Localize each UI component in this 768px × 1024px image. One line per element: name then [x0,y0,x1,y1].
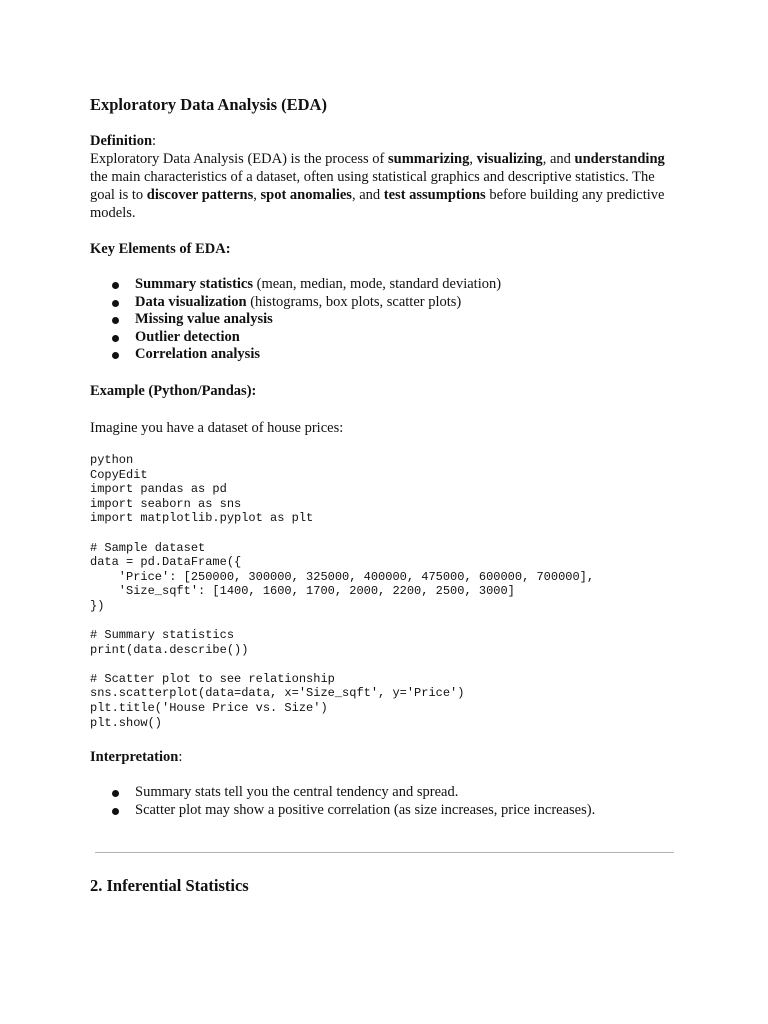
definition-text: , and [542,151,575,167]
definition-bold-term: summarizing [388,151,470,167]
list-item [112,784,680,802]
bullet-icon [112,282,119,289]
horizontal-divider [95,852,674,853]
code-block: python CopyEdit import pandas as pd import seaborn as sns import matplotlib.pyplot as plt # Sample dataset data = pd.DataFrame({ 'Price': [250000, 300000, 325000, 400000, 475000, 600000, 700000], 'Size_sqft': [1400, 1600, 1700, 2000, 2200, 2500, 3000] }) # Summary statistics print(data.describe()) # Scatter plot to see relationship sns.scatterplot(data=data, x='Size_sqft', y='Price') plt.title('House Price vs. Size') plt.show() [90,452,595,730]
list-item [112,311,680,329]
definition-heading-colon: : [152,133,157,149]
bullet-icon [112,352,119,359]
list-item-bold: Missing value analysis [135,311,273,328]
definition-bold-term: test assumptions [383,187,486,203]
bullet-icon [112,317,119,324]
list-item-text: (mean, median, mode, standard deviation) [253,276,502,292]
example-heading: Example (Python/Pandas): [90,382,257,399]
example-intro: Imagine you have a dataset of house prices: [90,419,344,436]
next-section-heading: 2. Inferential Statistics [90,876,249,895]
list-item [112,346,680,364]
interpretation-list [90,784,680,819]
definition-heading [90,132,680,150]
definition-paragraph [90,150,680,222]
bullet-icon [112,808,119,815]
definition-bold-term: understanding [574,151,665,167]
definition-bold-term: spot anomalies [260,187,352,203]
list-item-bold: Outlier detection [135,328,240,345]
list-item [112,329,680,347]
list-item-text: Summary stats tell you the central tendency and spread. [135,784,459,801]
definition-text: , [469,151,477,167]
list-item-bold: Correlation analysis [135,346,260,363]
list-item-bold: Summary statistics [135,276,254,292]
bullet-icon [112,790,119,797]
definition-text: the main characteristics of a dataset, often using statistical graphics and descriptive statistics. The goal is to [90,169,655,203]
interpretation-heading-text: Interpretation [90,749,179,766]
document-body [90,95,680,819]
list-item [112,294,680,312]
interpretation-heading [90,748,680,766]
definition-text: , [253,187,261,203]
page-title: Exploratory Data Analysis (EDA) [90,95,327,114]
definition-bold-term: discover patterns [146,187,254,203]
definition-text: , and [351,187,384,203]
list-item [112,802,680,820]
list-item-text: Scatter plot may show a positive correlation (as size increases, price increases). [135,801,596,818]
list-item [112,276,680,294]
definition-text: before building any predictive models. [90,187,665,221]
interpretation-heading-colon: : [178,749,183,766]
list-item-text: (histograms, box plots, scatter plots) [246,293,462,310]
definition-bold-term: visualizing [476,151,543,167]
definition-text: Exploratory Data Analysis (EDA) is the process of [90,151,388,167]
definition-heading-text: Definition [90,133,153,149]
bullet-icon [112,300,119,307]
key-elements-heading: Key Elements of EDA: [90,241,231,257]
key-elements-list [90,276,680,364]
list-item-bold: Data visualization [135,293,247,310]
bullet-icon [112,335,119,342]
